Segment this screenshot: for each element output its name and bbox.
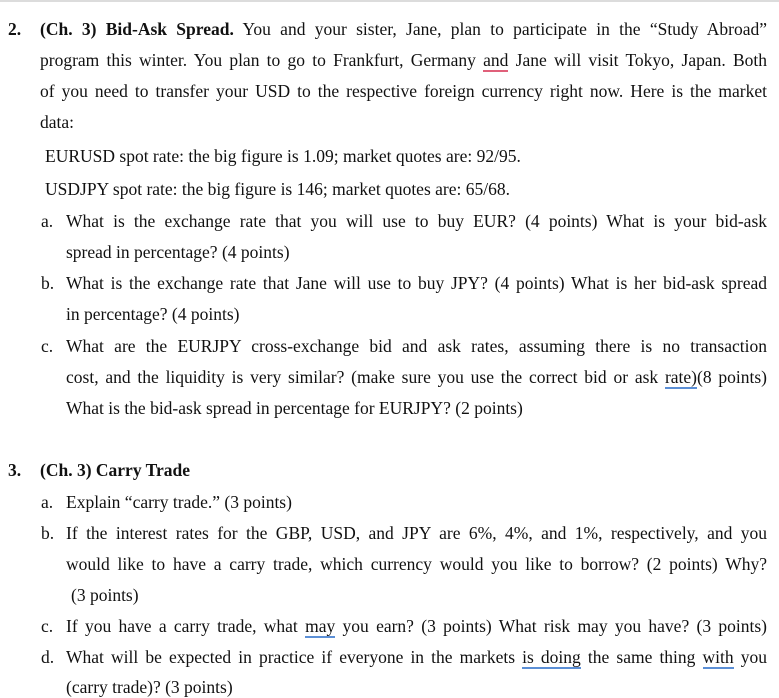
q3-d-line-1 xyxy=(66,646,767,668)
q2-b-line-2: in percentage? (4 points) xyxy=(66,304,240,324)
q2-c-line-2 xyxy=(66,366,767,388)
question-2-heading: (Ch. 3) Bid-Ask Spread. xyxy=(40,19,234,39)
q3-b-line-1: If the interest rates for the GBP, USD, and JPY are 6%, 4%, and 1%, respectively, and you xyxy=(66,523,767,543)
q3-b-label: b. xyxy=(41,523,55,543)
question-3-heading xyxy=(40,459,190,481)
q3-d-line-2: (carry trade)? (3 points) xyxy=(66,677,233,697)
q3-a-line-1: Explain “carry trade.” (3 points) xyxy=(66,492,292,512)
q2-c-label: c. xyxy=(41,336,54,356)
question-3-number: 3. xyxy=(8,460,22,480)
question-2-intro-line-1 xyxy=(40,18,767,40)
question-3-heading-text: (Ch. 3) Carry Trade xyxy=(40,460,191,480)
q3-b-line-2: would like to have a carry trade, which currency would you like to borrow? (2 points) Why? xyxy=(66,554,767,574)
q2-b-line-1: What is the exchange rate that Jane will use to buy JPY? (4 points) What is her bid-ask spread xyxy=(66,273,767,293)
c-text: you earn? (3 points) What risk may you have? (3 points) xyxy=(335,616,768,636)
d-text: you xyxy=(733,647,768,667)
intro-text: You and your sister, Jane, plan to participate in the “Study Abroad” xyxy=(233,19,768,39)
c-text: If you have a carry trade, what xyxy=(66,616,306,636)
q3-c-line-1 xyxy=(66,615,767,637)
grammar-flag-word: with xyxy=(702,647,734,667)
q3-d-label: d. xyxy=(41,647,55,667)
c-text: cost, and the liquidity is very similar? (make sure you use the correct bid or ask xyxy=(66,367,665,387)
usdjpy-rate: USDJPY spot rate: the big figure is 146; market quotes are: 65/68. xyxy=(45,179,510,199)
spellcheck-word: and xyxy=(483,50,509,70)
question-2-intro-line-4: data: xyxy=(40,112,75,132)
grammar-flag-word: rate) xyxy=(664,367,697,387)
q2-a-line-2: spread in percentage? (4 points) xyxy=(66,242,290,262)
grammar-flag-word: is doing xyxy=(522,647,581,667)
q2-a-label: a. xyxy=(41,211,54,231)
q2-c-line-1: What are the EURJPY cross-exchange bid and ask rates, assuming there is no transaction xyxy=(66,336,767,356)
eurusd-rate: EURUSD spot rate: the big figure is 1.09; market quotes are: 92/95. xyxy=(45,146,521,166)
top-border xyxy=(0,0,779,2)
question-2-intro-line-2 xyxy=(40,49,767,71)
d-text: What will be expected in practice if everyone in the markets xyxy=(66,647,523,667)
q2-b-label: b. xyxy=(41,273,55,293)
q2-a-line-1: What is the exchange rate that you will use to buy EUR? (4 points) What is your bid-ask xyxy=(66,211,767,231)
d-text: the same thing xyxy=(580,647,703,667)
question-2-number: 2. xyxy=(8,19,22,39)
q3-b-line-3: (3 points) xyxy=(71,585,139,605)
question-2-intro-line-3: of you need to transfer your USD to the respective foreign currency right now. Here is the market xyxy=(40,81,767,101)
grammar-flag-word: may xyxy=(305,616,336,636)
intro-text: program this winter. You plan to go to Frankfurt, Germany xyxy=(40,50,484,70)
c-text: (8 points) xyxy=(697,367,767,387)
q3-c-label: c. xyxy=(41,616,54,636)
q2-c-line-3: What is the bid-ask spread in percentage for EURJPY? (2 points) xyxy=(66,398,523,418)
q3-a-label: a. xyxy=(41,492,54,512)
intro-text: Jane will visit Tokyo, Japan. Both xyxy=(508,50,768,70)
